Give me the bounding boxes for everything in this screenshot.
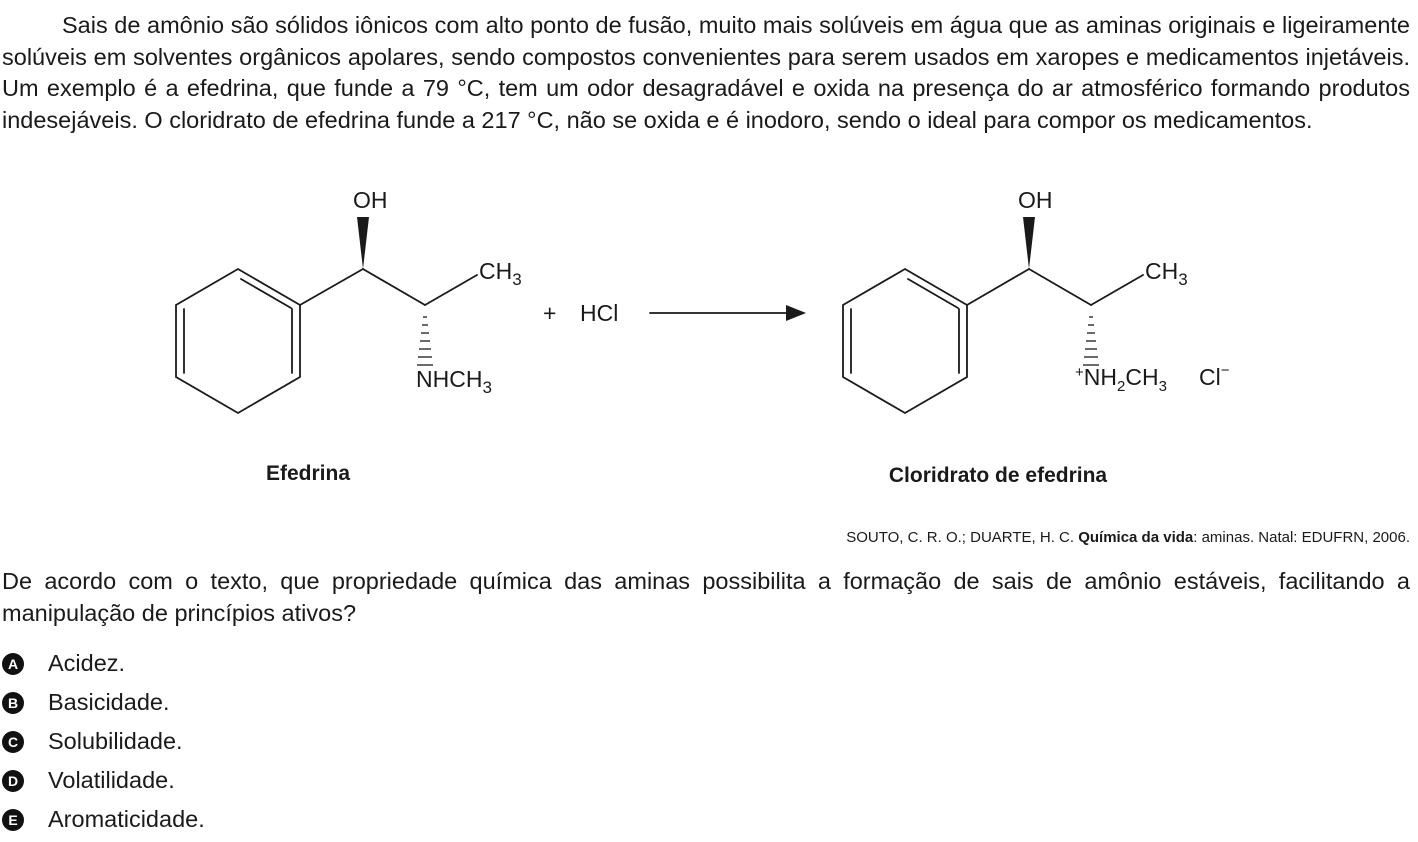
ephedrine-nhch3-label: $NHCH_3$ xyxy=(416,366,492,397)
ephedrine-hydrochloride-structure xyxy=(843,187,1230,487)
product-hashed-bond-n xyxy=(1083,317,1099,365)
option-a-text: Acidez. xyxy=(48,650,126,676)
option-e-letter-icon: E xyxy=(2,809,24,831)
question-text: De acordo com o texto, que propriedade química das aminas possibilita a formação de sais de amônio estáveis, facilitando a manipulação de princípios ativos? xyxy=(2,568,1410,626)
ephedrine-hydrochloride-name: Cloridrato de efedrina xyxy=(888,464,1108,487)
option-e[interactable] xyxy=(2,800,205,839)
ephedrine-structure xyxy=(176,187,522,485)
ephedrine-name: Efedrina xyxy=(265,462,351,485)
ring-to-carbinol-bond xyxy=(300,269,363,305)
option-b-text: Basicidade. xyxy=(48,689,170,715)
option-e-text: Aromaticidade. xyxy=(48,806,205,832)
wedge-bond-oh xyxy=(357,217,369,269)
chloride-label: Cl− xyxy=(1199,362,1230,390)
ephedrine-oh-label: OH xyxy=(353,187,388,213)
ephedrine-ch3-label: $CH_3$ xyxy=(479,258,522,289)
hcl-label: HCl xyxy=(580,300,619,326)
option-a-letter-icon: A xyxy=(2,653,24,675)
product-wedge-bond-oh xyxy=(1023,217,1035,269)
option-c-letter-icon: C xyxy=(2,731,24,753)
benzene-ring xyxy=(176,269,300,413)
option-a[interactable] xyxy=(2,644,205,683)
answer-options xyxy=(2,644,205,839)
product-oh-label: OH xyxy=(1018,187,1053,213)
plus-sign: + xyxy=(543,300,557,326)
product-ammonium-label: $^+NH_2CH_3$ xyxy=(1075,364,1167,395)
option-c-text: Solubilidade. xyxy=(48,728,183,754)
hashed-bond-n xyxy=(417,317,433,365)
option-d-letter-icon: D xyxy=(2,770,24,792)
option-b[interactable] xyxy=(2,683,205,722)
product-benzene-ring xyxy=(843,269,967,413)
reaction-arrow-head xyxy=(786,305,806,321)
option-b-letter-icon: B xyxy=(2,692,24,714)
carbinol-to-amine-carbon-bond xyxy=(363,269,425,305)
intro-paragraph: Sais de amônio são sólidos iônicos com alto ponto de fusão, muito mais solúveis em água que as aminas originais e ligeiramente solúveis em solventes orgânicos apolares, sendo compostos convenientes para serem usados em xaropes e medicamentos injetáveis. Um exemplo é a efedrina, que funde a 79 °C, tem um odor desagradável e oxida na presença do ar atmosférico formando produtos indesejáveis. O cloridrato de efedrina funde a 217 °C, não se oxida e é inodoro, sendo o ideal para compor os medicamentos. xyxy=(2,12,1410,133)
methyl-bond xyxy=(425,275,477,305)
option-d-text: Volatilidade. xyxy=(48,767,175,793)
product-ch3-label: $CH_3$ xyxy=(1145,258,1188,289)
option-d[interactable] xyxy=(2,761,205,800)
option-c[interactable] xyxy=(2,722,205,761)
reaction-scheme xyxy=(0,175,1418,515)
source-citation: SOUTO, C. R. O.; DUARTE, H. C. Química da vida: aminas. Natal: EDUFRN, 2006. xyxy=(846,529,1410,546)
